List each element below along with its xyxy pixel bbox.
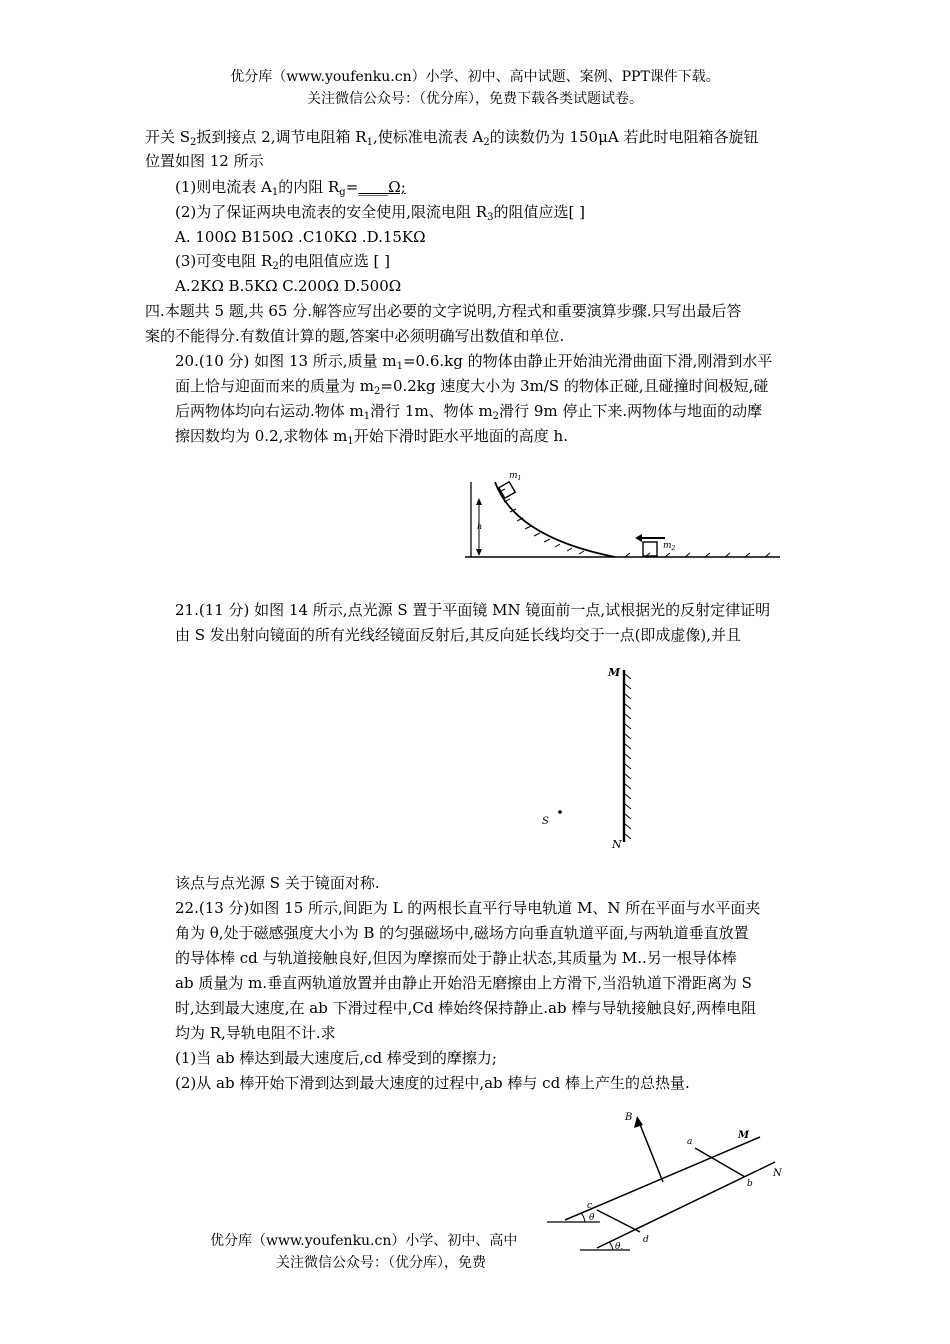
header-line-2: 关注微信公众号：（优分库），免费下载各类试题试卷。: [307, 91, 643, 107]
problem-20-line-1: 20.(10 分) 如图 13 所示,质量 $m_1=0.6.kg$ 的物体由静止开始油光滑曲面下滑,刚滑到水平: [175, 352, 773, 372]
problem-22-line-2: 角为 θ,处于磁感强度大小为 B 的匀强磁场中,磁场方向垂直轨道平面,与两轨道垂直放置: [175, 924, 749, 942]
label-h: h: [477, 522, 483, 531]
mirror-hatching: [625, 674, 631, 839]
problem-22-line-6: 均为 R,导轨电阻不计.求: [175, 1024, 336, 1042]
problem-20-line-2: 面上恰与迎面而来的质量为 $m_2=0.2kg$ 速度大小为 3m/S 的物体正碰,且碰撞时间极短,碰: [175, 377, 769, 397]
question-3-options: A.2KΩ B.5KΩ C.200Ω D.500Ω: [175, 277, 402, 295]
figure-14: [530, 660, 650, 855]
figure-15: [535, 1100, 795, 1265]
question-2-options: A. 100Ω B150Ω .C10KΩ .D.15KΩ: [175, 228, 426, 246]
intro-line-2: 位置如图 12 所示: [145, 152, 264, 170]
surface-hatching: [499, 489, 770, 557]
problem-20-line-3: 后两物体均向右运动.物体 $m_1$滑行 1m、物体 $m_2$滑行 9m 停止下来.两物体与地面的动摩: [175, 402, 763, 422]
label-S: S: [542, 816, 549, 827]
label-c: c: [587, 1201, 593, 1211]
label-M: M: [608, 666, 621, 679]
problem-20-line-4: 擦因数均为 0.2,求物体 $m_1$开始下滑时距水平地面的高度 h.: [175, 427, 568, 447]
label-d: d: [643, 1235, 649, 1245]
problem-21-line-1: 21.(11 分) 如图 14 所示,点光源 S 置于平面镜 MN 镜面前一点,试根据光的反射定律证明: [175, 601, 771, 619]
angle-arc-2: [609, 1242, 613, 1250]
label-a: a: [687, 1137, 693, 1147]
field-B-arrow-head: [634, 1116, 643, 1128]
label-m1: $m_1$: [509, 471, 522, 482]
problem-21-line-2: 由 S 发出射向镜面的所有光线经镜面反射后,其反向延长线均交于一点(即成虚像),并且: [175, 626, 742, 644]
block-m2: [643, 542, 657, 556]
question-1: (1)则电流表 $A_1$的内阻 $R_g=\_\_\_\_\Omega$;: [175, 178, 406, 198]
label-theta-1: θ: [589, 1213, 595, 1223]
intro-line-1: 开关 $S_2$扳到接点 2,调节电阻箱 $R_1$,使标准电流表 $A_2$的读数仍为 150μA 若此时电阻箱各旋钮: [145, 128, 759, 148]
question-3: (3)可变电阻 $R_2$的电阻值应选 [ ]: [175, 252, 390, 272]
question-2: (2)为了保证两块电流表的安全使用,限流电阻 $R_3$的阻值应选[ ]: [175, 203, 585, 223]
height-arrow-bottom: [476, 549, 482, 556]
problem-22-line-8: (2)从 ab 棒开始下滑到达到最大速度的过程中,ab 棒与 cd 棒上产生的总热量.: [175, 1074, 690, 1092]
angle-arc-1: [581, 1213, 585, 1222]
label-theta-2: θ.: [615, 1242, 624, 1252]
rod-ab: [695, 1148, 745, 1177]
section-4-line-1: 四.本题共 5 题,共 65 分.解答应写出必要的文字说明,方程式和重要演算步骤.只写出最后答: [145, 302, 742, 320]
label-M: M: [738, 1130, 750, 1141]
height-arrow-top: [476, 498, 482, 505]
footer-line-2: 关注微信公众号：（优分库），免费: [276, 1255, 486, 1271]
problem-22-line-3: 的导体棒 cd 与轨道接触良好,但因为摩擦而处于静止状态,其质量为 M..另一根导体棒: [175, 949, 737, 967]
problem-22-line-7: (1)当 ab 棒达到最大速度后,cd 棒受到的摩擦力;: [175, 1049, 497, 1067]
rod-cd: [597, 1210, 640, 1232]
footer-line-1: 优分库（www.youfenku.cn）小学、初中、高中: [210, 1233, 518, 1249]
velocity-arrow-head: [635, 534, 642, 542]
label-b: b: [747, 1179, 753, 1189]
point-source-S: [558, 810, 562, 814]
header-line-1: 优分库（www.youfenku.cn）小学、初中、高中试题、案例、PPT课件下载。: [230, 69, 720, 85]
rail-M: [565, 1137, 760, 1220]
rail-N: [597, 1162, 775, 1248]
label-m2: $m_2$: [663, 541, 676, 552]
label-B: B: [625, 1112, 633, 1123]
section-4-line-2: 案的不能得分.有数值计算的题,答案中必须明确写出数值和单位.: [145, 327, 565, 345]
problem-22-line-4: ab 质量为 m.垂直两轨道放置并由静止开始沿无磨擦由上方滑下,当沿轨道下滑距离为 S: [175, 974, 752, 992]
problem-22-line-1: 22.(13 分)如图 15 所示,间距为 L 的两根长直平行导电轨道 M、N 所在平面与水平面夹: [175, 899, 761, 917]
figure-13: [455, 462, 785, 567]
field-B-vector: [639, 1122, 663, 1182]
problem-21-line-3: 该点与点光源 S 关于镜面对称.: [175, 874, 380, 892]
problem-22-line-5: 时,达到最大速度,在 ab 下滑过程中,Cd 棒始终保持静止.ab 棒与导轨接触良好,两棒电阻: [175, 999, 757, 1017]
label-N: N: [773, 1168, 782, 1179]
label-N: N: [612, 838, 622, 851]
